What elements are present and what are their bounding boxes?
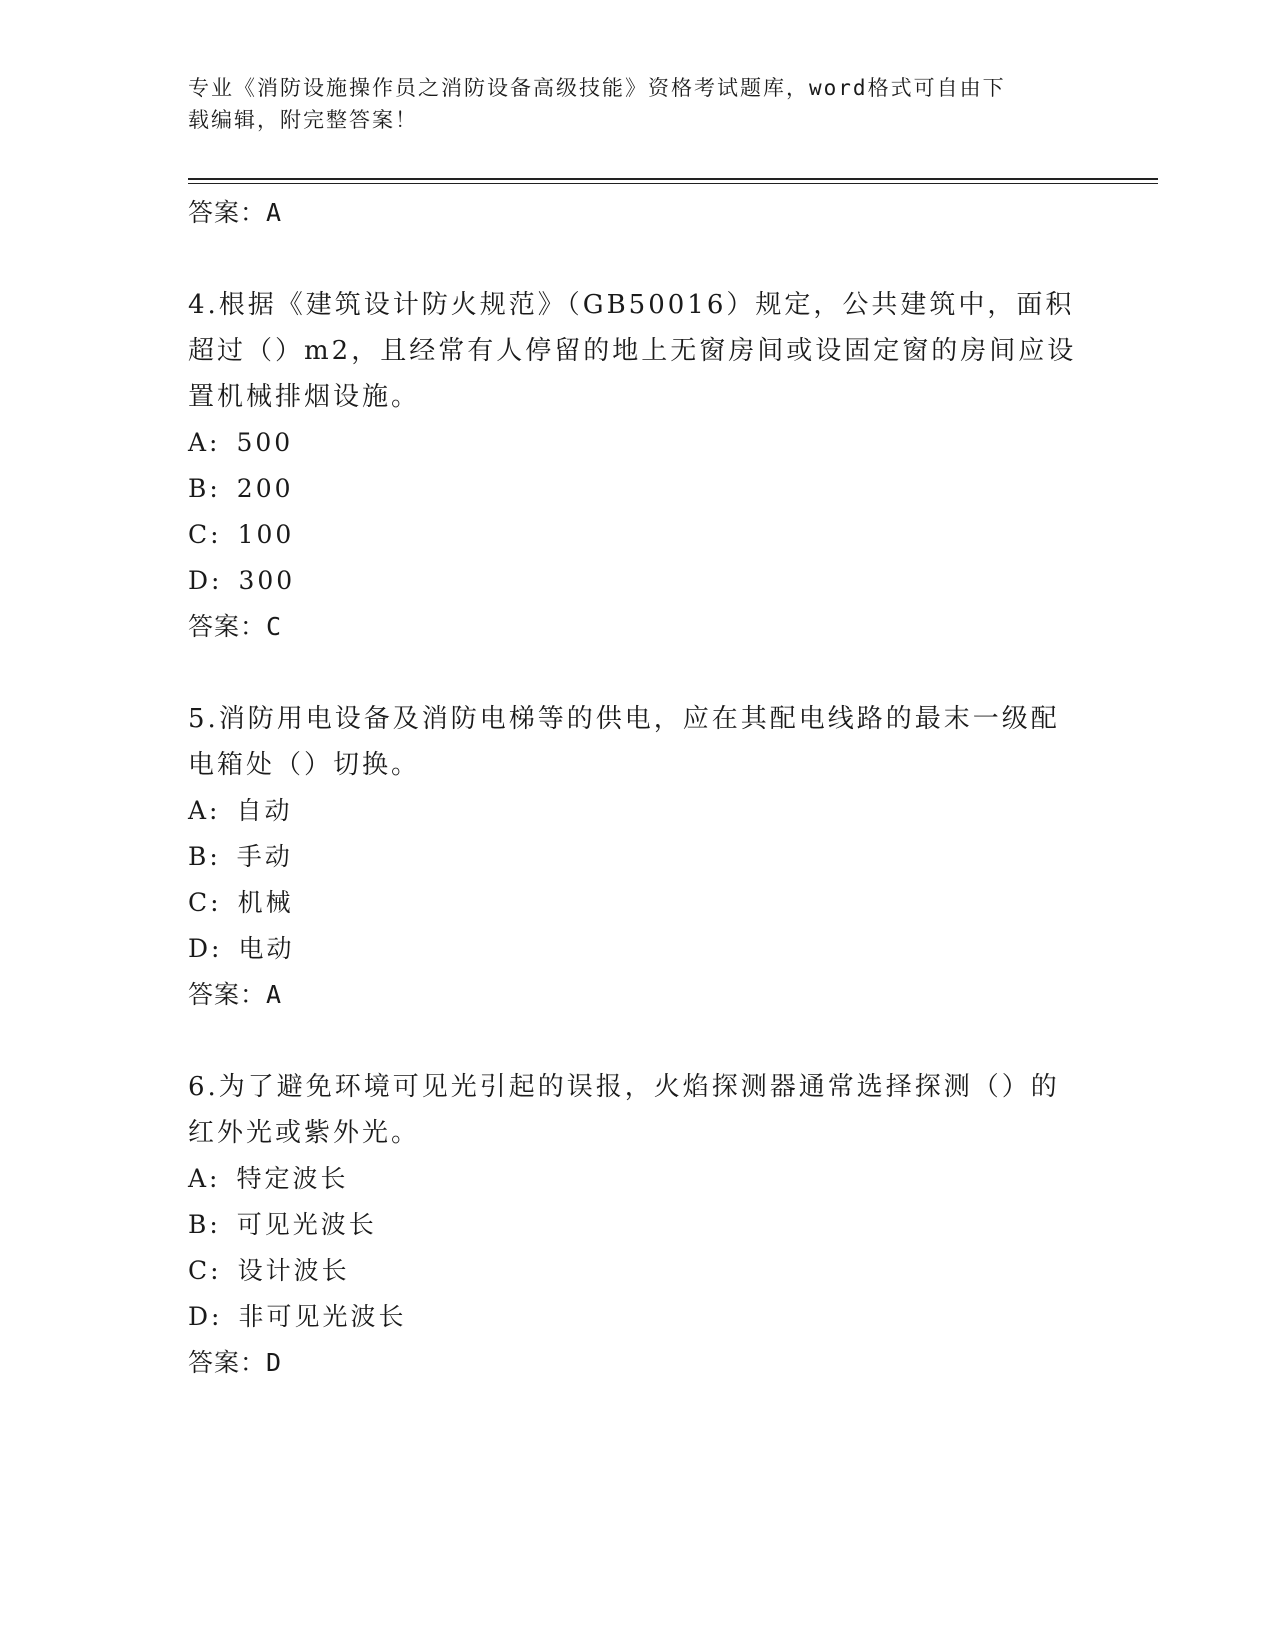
option-d [188,1294,1088,1340]
option-value: 300 [238,566,296,595]
option-a [188,1156,1088,1202]
answer-line: 答案：C [188,612,283,641]
option-letter: A: [188,796,221,825]
answer-line: 答案：D [188,1348,283,1377]
option-b [188,834,1088,880]
option-value: 可见光波长 [236,1210,377,1239]
option-letter: D: [188,1302,223,1331]
option-letter: C: [188,1256,222,1285]
option-letter: A: [188,428,221,457]
option-d [188,926,1088,972]
option-letter: C: [188,520,222,549]
question-text: 6.为了避免环境可见光引起的误报，火焰探测器通常选择探测（）的红外光或紫外光。 [188,1072,1060,1148]
option-value: 特定波长 [236,1164,349,1193]
option-letter: C: [188,888,222,917]
option-value: 200 [236,474,294,503]
question-block [188,1064,1088,1386]
option-c [188,512,1088,558]
option-d [188,558,1088,604]
option-b [188,1202,1088,1248]
document-header [188,72,1068,136]
option-letter: A: [188,1164,221,1193]
option-value: 手动 [236,842,293,871]
option-a [188,788,1088,834]
option-value: 设计波长 [237,1256,350,1285]
option-value: 电动 [238,934,295,963]
option-a [188,420,1088,466]
option-value: 500 [236,428,294,457]
option-c [188,880,1088,926]
header-divider-thin [188,183,1158,184]
option-letter: D: [188,566,223,595]
header-line-1: 专业《消防设施操作员之消防设备高级技能》资格考试题库，word格式可自由下 [188,76,1006,100]
option-b [188,466,1088,512]
header-divider [188,178,1158,180]
option-value: 自动 [236,796,293,825]
question-block [188,282,1088,650]
option-letter: B: [188,1210,221,1239]
answer-line: 答案：A [188,980,283,1009]
option-c [188,1248,1088,1294]
option-letter: B: [188,842,221,871]
option-letter: B: [188,474,221,503]
question-text: 5.消防用电设备及消防电梯等的供电，应在其配电线路的最末一级配电箱处（）切换。 [188,704,1060,780]
option-value: 非可见光波长 [238,1302,407,1331]
option-value: 100 [237,520,295,549]
question-list [188,190,1088,1386]
option-value: 机械 [237,888,294,917]
previous-answer: 答案：A [188,198,283,227]
option-letter: D: [188,934,223,963]
question-block [188,696,1088,1018]
question-text: 4.根据《建筑设计防火规范》（GB50016）规定，公共建筑中，面积超过（）m2，且经常有人停留的地上无窗房间或设固定窗的房间应设置机械排烟设施。 [188,290,1077,412]
header-line-2: 载编辑，附完整答案！ [188,108,418,132]
